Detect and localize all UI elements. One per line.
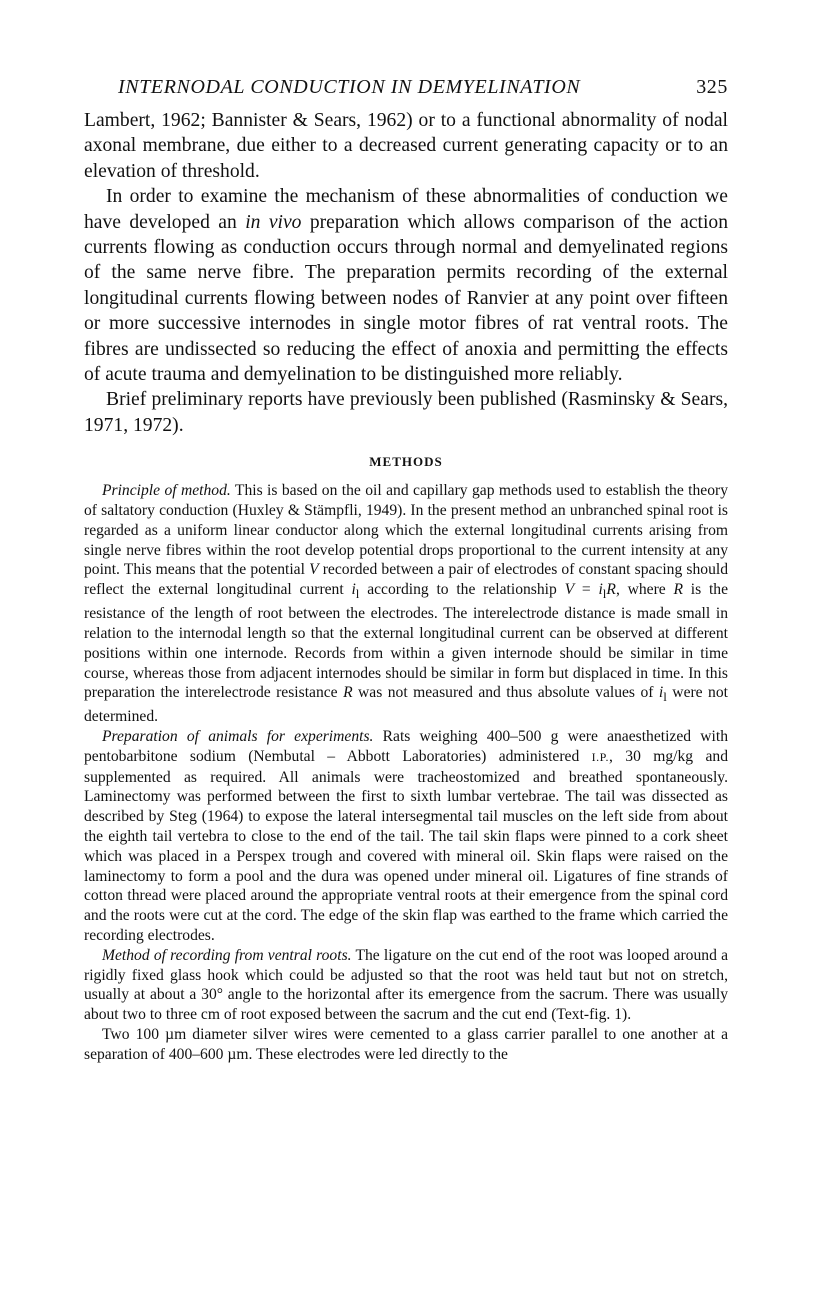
text-run: This is based on the oil and capillary gap methods used to establish the theory of saltatory conduction (Huxley & Stämpfli, 1949). In the present method an unbranched spinal root is regarded as a uniform linear conductor along which the external longitudinal currents arising from single nerve fibres within the root develop potential drops proportional to the current intensity at any point. This means that the potential [84, 482, 728, 579]
text-run: preparation which allows comparison of the action currents flowing as conduction occurs through normal and demyelinated regions of the same nerve fibre. The preparation permits recording of the external longitudinal currents flowing between nodes of Ranvier at any point over fifteen or more successive internodes in single motor fibres of rat ventral roots. The fibres are undissected so reducing the effect of anoxia and permitting the effects of acute trauma and demyelination to be distinguished more reliably. [84, 211, 729, 386]
text-run: is the resistance of the length of root between the electrodes. The interelectrode distance is made small in relation to the internodal length so that the external longitudinal current can be observed at different positions within one internode. Records from within a given internode should be similar in time course, whereas those from adjacent internodes should be similar in form but displaced in time. In this preparation the interelectrode resistance [84, 581, 729, 702]
paragraph-lead-preparation: Preparation of animals for experiments. [102, 728, 374, 746]
journal-page [84, 76, 728, 1065]
methods-paragraph-principle [84, 481, 728, 727]
equation-equals: = [574, 581, 599, 599]
intro-paragraph-aims [84, 184, 728, 387]
page-number: 325 [696, 76, 728, 98]
equation-v: V [564, 581, 575, 599]
methods-paragraph-electrodes: Two 100 µm diameter silver wires were cemented to a glass carrier parallel to one another at a separation of 400–600 µm. These electrodes were led directly to the [84, 1026, 728, 1063]
equation-i: i [598, 581, 603, 599]
text-run: In order to examine the mechanism of these abnormalities of conduction we have developed an [84, 186, 728, 233]
emphasis-in-vivo: in vivo [245, 211, 302, 233]
methods-text [84, 481, 728, 1064]
text-run: The ligature on the cut end of the root was looped around a rigidly fixed glass hook which could be adjusted so that the root was held taut but not on stretch, usually at about a 30° angle to the horizontal after its emergence from the sacrum. There was usually about two to three cm of root exposed between the sacrum and the cut end (Text-fig. 1). [84, 946, 728, 1024]
subscript-l: l [355, 586, 360, 602]
intro-paragraph-continued: Lambert, 1962; Bannister & Sears, 1962) or to a functional abnormality of nodal axonal membrane, due either to a decreased current generating capacity or to an elevation of threshold. [84, 110, 728, 182]
text-run: , 30 mg/kg and supplemented as required. All animals were tracheostomized and breathed spontaneously. Laminectomy was performed between the first to sixth lumbar vertebrae. The tail was dissected as described by Steg (1964) to expose the lateral intersegmental tail muscles on the left side from about the eighth tail vertebra to close to the end of the tail. The tail skin flaps were pinned to a cork sheet which was placed in a Perspex trough and covered with mineral oil. Skin flaps were raised on the laminectomy to form a pool and the dura was opened under mineral oil. Ligatures of fine strands of cotton thread were placed around the appropriate ventral roots at their emergence from the spinal cord and the roots were cut at the cord. The edge of the skin flap was earthed to the frame which carried the recording electrodes. [84, 747, 729, 945]
methods-paragraph-recording [84, 946, 728, 1025]
text-run: recorded between a pair of electrodes of constant spacing should reflect the external longitudinal current [84, 561, 728, 599]
text-run: according to the relationship [359, 581, 565, 599]
intro-paragraph-reports: Brief preliminary reports have previously been published (Rasminsky & Sears, 1971, 1972). [84, 389, 728, 436]
introduction-text [84, 108, 728, 438]
equation-subscript-l: l [602, 586, 607, 602]
variable-v: V [309, 561, 319, 579]
section-heading-methods: METHODS [369, 454, 443, 470]
variable-r: R [673, 581, 684, 599]
abbreviation-ip: I.P. [591, 749, 609, 764]
paragraph-lead-principle: Principle of method. [102, 482, 231, 500]
equation-r: R [606, 581, 616, 599]
paragraph-lead-recording: Method of recording from ventral roots. [102, 946, 352, 964]
variable-r: R [343, 684, 353, 702]
subscript-l: l [663, 689, 667, 705]
variable-i: i [351, 581, 356, 599]
methods-paragraph-preparation [84, 727, 728, 946]
text-run: Rats weighing 400–500 g were anaesthetized with pentobarbitone sodium (Nembutal – Abbott Laboratories) administered [84, 728, 728, 765]
text-run: were not determined. [84, 684, 728, 726]
text-run: was not measured and thus absolute values of [352, 684, 659, 702]
variable-i: i [658, 684, 664, 702]
running-title: INTERNODAL CONDUCTION IN DEMYELINATION [118, 76, 581, 98]
running-header [118, 76, 728, 108]
text-run: , where [615, 581, 674, 599]
